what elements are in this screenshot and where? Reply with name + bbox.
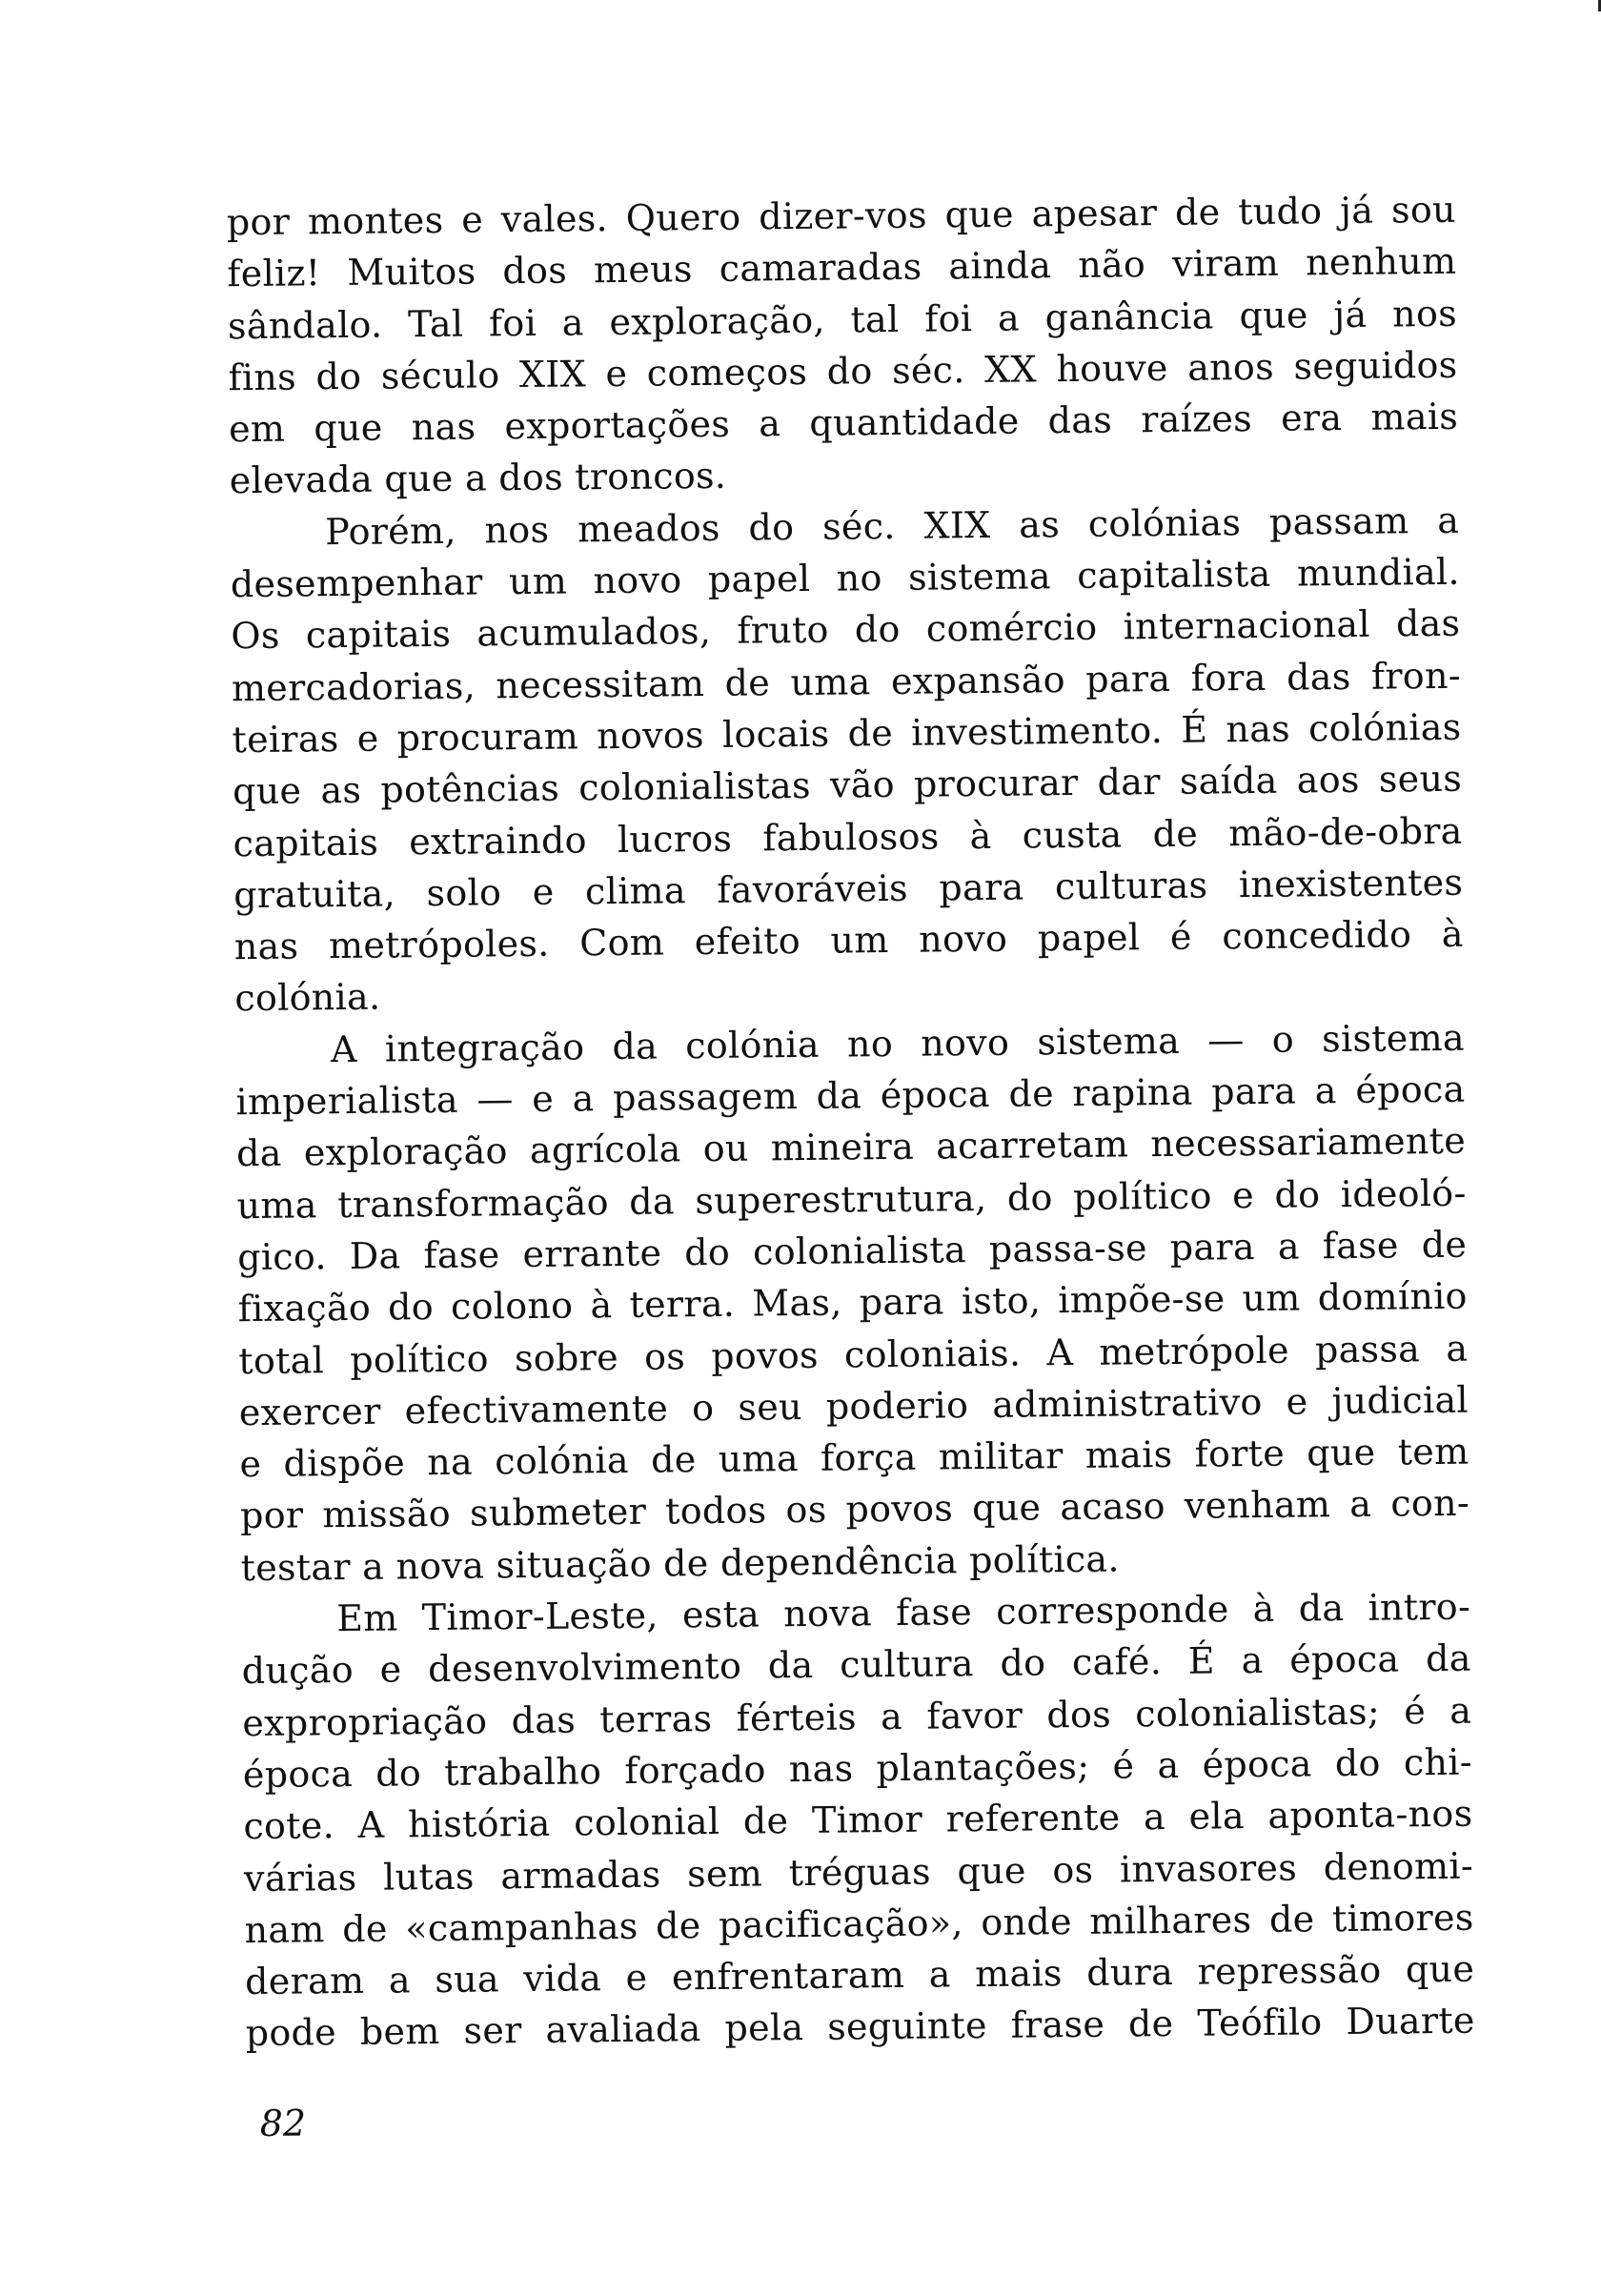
text-line: por montes e vales. Quero dizer-vos que apesar de tudo já sou [226, 188, 1457, 244]
text-line: que as potências colonialistas vão procurar dar saída aos seus [232, 757, 1463, 813]
text-line: A integração da colónia no novo sistema — o sistema [330, 1016, 1466, 1070]
text-line: Porém, nos meados do séc. XIX as colónias passam a [325, 498, 1460, 553]
paragraph [227, 184, 1459, 507]
text-line: exercer efectivamente o seu poderio administrativo e judicial [238, 1378, 1469, 1434]
text-line: Em Timor-Leste, esta nova fase corresponde à da intro- [335, 1585, 1471, 1640]
text-line: e dispõe na colónia de uma força militar mais forte que tem [239, 1430, 1469, 1486]
text-line: nam de «campanhas de pacificação», onde milhares de timores [244, 1896, 1474, 1951]
paragraph [235, 1011, 1470, 1594]
text-line: fixação do colono à terra. Mas, para isto, impõe-se um domínio [237, 1274, 1468, 1331]
text-line: várias lutas armadas sem tréguas que os invasores denomi- [243, 1844, 1474, 1900]
text-line: deram a sua vida e enfrentaram a mais dura repressão que [244, 1947, 1475, 2003]
text-line: da exploração agrícola ou mineira acarretam necessariamente [235, 1120, 1467, 1175]
text-line: desempenhar um novo papel no sistema capitalista mundial. [230, 550, 1460, 606]
text-line: imperialista — e a passagem da época de rapina para a época [235, 1067, 1466, 1124]
text-line: mercadorias, necessitam de uma expansão para fora das fron- [231, 654, 1462, 709]
text-line: pode bem ser avaliada pela seguinte frase de Teófilo Duarte [245, 2000, 1475, 2055]
text-line: em que nas exportações a quantidade das raízes era mais [228, 395, 1459, 451]
text-line: dução e desenvolvimento da cultura do café. É a época da [241, 1636, 1471, 1693]
text-line: elevada que a dos troncos. [229, 455, 727, 502]
body-text [227, 184, 1475, 2060]
text-line: época do trabalho forçado nas plantações; é a época do chi- [242, 1740, 1473, 1797]
text-line: expropriação das terras férteis a favor dos colonialistas; é a [242, 1689, 1472, 1744]
text-line: teiras e procuram novos locais de investimento. É nas colónias [232, 705, 1462, 762]
text-line: testar a nova situação de dependência política. [240, 1537, 1120, 1589]
text-line: capitais extraindo lucros fabulosos à custa de mão-de-obra [233, 809, 1463, 864]
text-line: fins do século XIX e começos do séc. XX houve anos seguidos [228, 343, 1458, 399]
text-line: sândalo. Tal foi a exploração, tal foi a ganância que já nos [227, 292, 1458, 347]
text-line: gico. Da fase errante do colonialista passa-se para a fase de [236, 1223, 1468, 1279]
text-line: Os capitais acumulados, fruto do comércio internacional das [231, 602, 1461, 658]
paragraph [241, 1581, 1475, 2060]
paragraph [230, 495, 1465, 1025]
text-line: feliz! Muitos dos meus camaradas ainda não viram nenhum [227, 240, 1457, 295]
text-line: gratuita, solo e clima favoráveis para culturas inexistentes [233, 861, 1464, 917]
text-line: por missão submeter todos os povos que acaso venham a con- [239, 1482, 1470, 1537]
text-line: colónia. [234, 976, 381, 1020]
text-line: total político sobre os povos coloniais. A metrópole passa a [238, 1327, 1469, 1382]
text-line: cote. A história colonial de Timor referente a ela aponta-nos [243, 1792, 1473, 1848]
text-line: uma transformação da superestrutura, do político e do ideoló- [236, 1171, 1467, 1227]
page-number: 82 [259, 2102, 307, 2144]
text-line: nas metrópoles. Com efeito um novo papel é concedido à [233, 912, 1464, 968]
